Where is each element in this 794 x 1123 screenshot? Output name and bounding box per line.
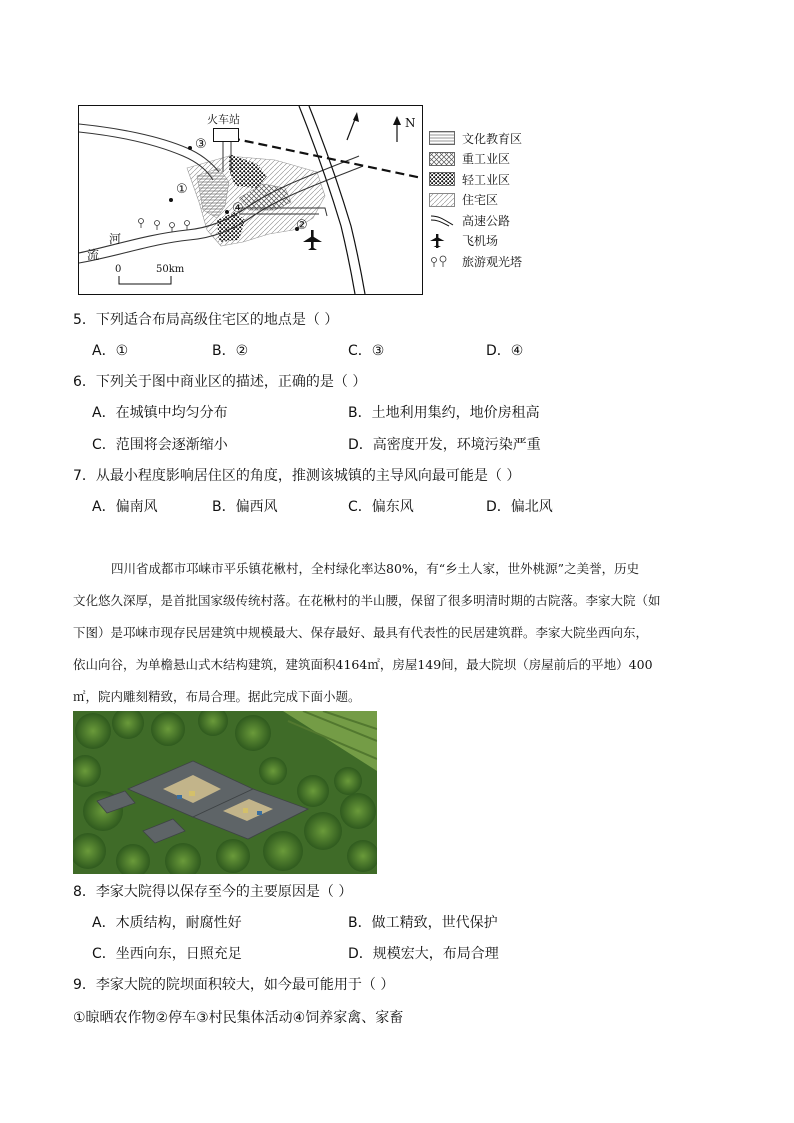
q7-option-b[interactable]: B．偏西风 [212, 499, 278, 515]
q6-option-a[interactable]: A．在城镇中均匀分布 [92, 405, 228, 421]
passage-line: 下图）是邛崃市现存民居建筑中规模最大、保存最好、最具有代表性的民居建筑群。李家大院坐西向东， [73, 625, 649, 640]
q6-option-c[interactable]: C．范围将会逐渐缩小 [92, 437, 228, 453]
river-label: 流 [87, 248, 100, 262]
north-label: N [405, 116, 416, 130]
passage-line: ㎡，院内雕刻精致，布局合理。据此完成下面小题。 [73, 689, 361, 704]
q5-option-c[interactable]: C．③ [348, 343, 385, 359]
scale-bar [119, 276, 171, 284]
legend-item [429, 190, 522, 211]
passage-line: 文化悠久深厚，是首批国家级传统村落。在花楸村的半山腰，保留了很多明清时期的古院落。李家大院（如 [73, 593, 661, 608]
cross-hatch-icon [429, 152, 455, 166]
legend-label: 重工业区 [462, 152, 511, 167]
aerial-photo-drawing [73, 711, 377, 874]
q8-option-c[interactable]: C．坐西向东，日照充足 [92, 946, 242, 962]
map-drawing [79, 106, 422, 294]
legend-label: 旅游观光塔 [462, 254, 523, 269]
q5-option-b[interactable]: B．② [212, 343, 249, 359]
city-map [78, 105, 423, 295]
map-point-2: ② [296, 218, 308, 233]
q6-option-d[interactable]: D．高密度开发，环境污染严重 [348, 437, 541, 453]
tower-icon [429, 254, 455, 268]
tourist-tower-icon [139, 219, 190, 233]
legend-label: 文化教育区 [462, 131, 523, 146]
dots-icon [429, 172, 455, 186]
map-legend [429, 128, 522, 272]
passage-line: 依山向谷，为单檐悬山式木结构建筑，建筑面积4164㎡，房屋149间，最大院坝（房屋前后的平地）400 [73, 657, 653, 672]
q8-option-a[interactable]: A．木质结构，耐腐性好 [92, 915, 242, 931]
map-point-4: ④ [232, 201, 244, 216]
legend-item [429, 210, 522, 231]
river-label: 河 [109, 232, 122, 246]
q8-option-d[interactable]: D．规模宏大，布局合理 [348, 946, 499, 962]
q9-subitems: ①晾晒农作物②停车③村民集体活动④饲养家禽、家畜 [73, 1010, 404, 1026]
scale-distance: 50km [156, 264, 185, 275]
map-point-1: ① [176, 182, 188, 197]
airplane-icon [429, 234, 455, 248]
question-6: 6．下列关于图中商业区的描述，正确的是（ ） [73, 374, 367, 390]
q7-option-d[interactable]: D．偏北风 [486, 499, 553, 515]
aerial-photo [73, 711, 377, 874]
legend-label: 轻工业区 [462, 172, 511, 187]
legend-label: 住宅区 [462, 193, 499, 208]
legend-item [429, 251, 522, 272]
q7-option-c[interactable]: C．偏东风 [348, 499, 414, 515]
highway-icon [429, 213, 455, 227]
legend-item [429, 128, 522, 149]
question-9: 9．李家大院的院坝面积较大，如今最可能用于（ ） [73, 977, 395, 993]
map-point-3: ③ [195, 137, 207, 152]
legend-label: 飞机场 [462, 234, 499, 249]
scale-zero: 0 [115, 264, 122, 275]
airplane-icon [303, 230, 322, 250]
question-5: 5．下列适合布局高级住宅区的地点是（ ） [73, 312, 339, 328]
passage-line: 四川省成都市邛崃市平乐镇花楸村，全村绿化率达80%，有“乡土人家，世外桃源”之美誉，历史 [111, 561, 640, 576]
question-7: 7．从最小程度影响居住区的角度，推测该城镇的主导风向最可能是（ ） [73, 468, 521, 484]
legend-item [429, 231, 522, 252]
legend-item [429, 169, 522, 190]
diagonal-hatch-icon [429, 193, 455, 207]
legend-item [429, 149, 522, 170]
station-label: 火车站 [207, 113, 240, 126]
train-station [213, 128, 239, 142]
q8-option-b[interactable]: B．做工精致，世代保护 [348, 915, 498, 931]
reading-passage [73, 553, 721, 713]
question-8: 8．李家大院得以保存至今的主要原因是（ ） [73, 884, 353, 900]
q5-option-a[interactable]: A．① [92, 343, 129, 359]
q7-option-a[interactable]: A．偏南风 [92, 499, 158, 515]
legend-label: 高速公路 [462, 213, 511, 228]
q5-option-d[interactable]: D．④ [486, 343, 524, 359]
horizontal-hatch-icon [429, 131, 455, 145]
q6-option-b[interactable]: B．土地利用集约，地价房租高 [348, 405, 540, 421]
